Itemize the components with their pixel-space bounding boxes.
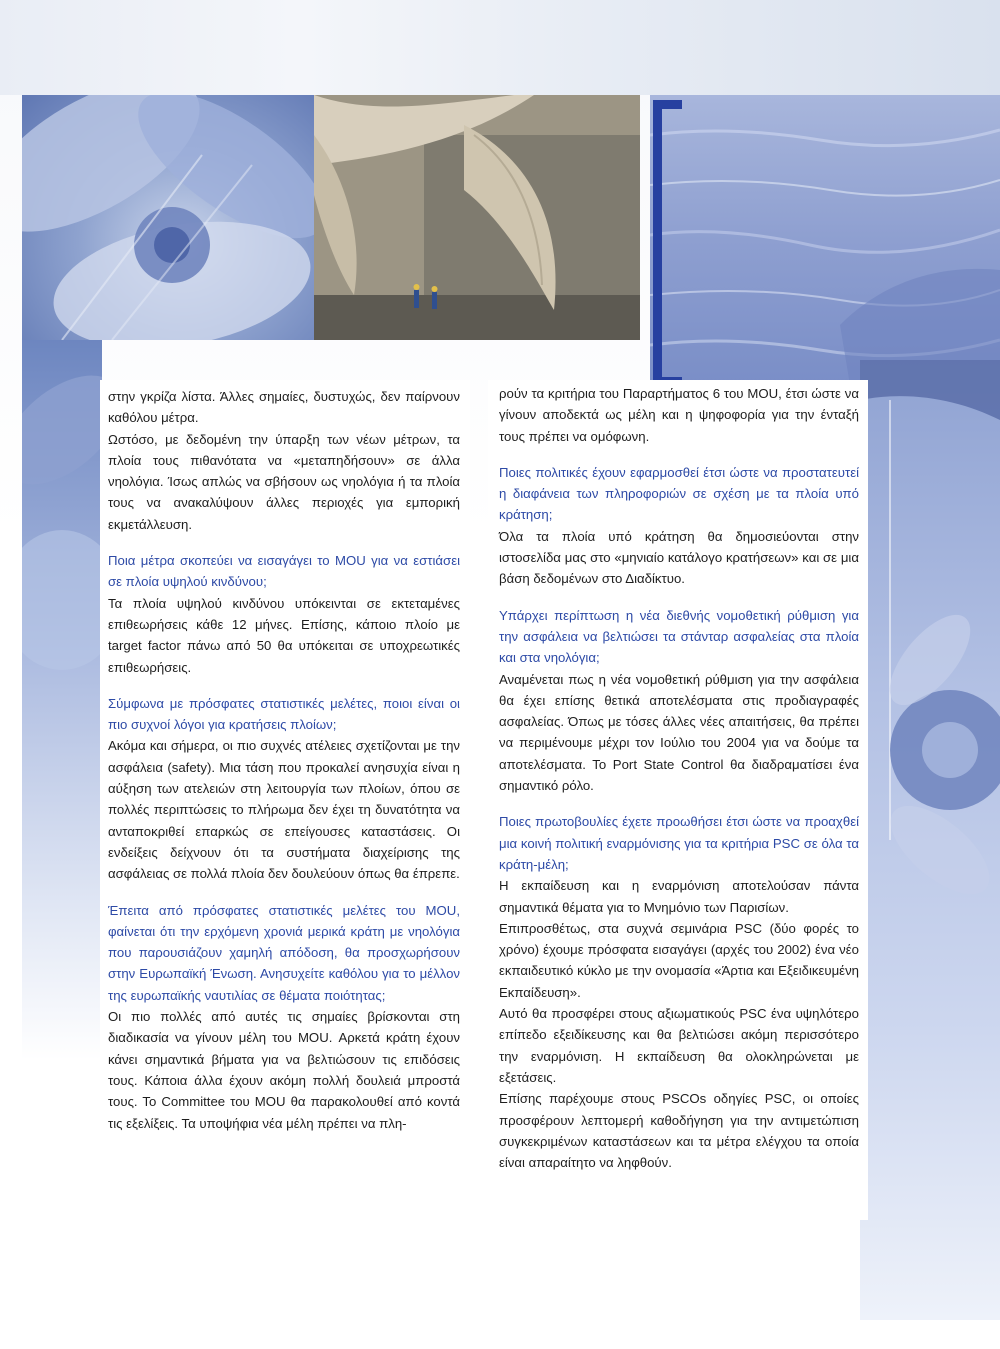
- water-texture-illustration: [650, 95, 1000, 385]
- propeller-photo-left: [22, 95, 314, 340]
- paragraph: στην γκρίζα λίστα. Άλλες σημαίες, δυστυχώς, δεν παίρνουν καθόλου μέτρα.: [108, 389, 460, 426]
- question-heading: Υπάρχει περίπτωση η νέα διεθνής νομοθετική ρύθμιση για την ασφάλεια να βελτιώσει τα στάνταρ ασφαλείας στα πλοία και στα νηολόγια;: [499, 607, 859, 666]
- question-heading: Σύμφωνα με πρόσφατες στατιστικές μελέτες, ποιοι είναι οι πιο συχνοί λόγοι για κρατήσεις πλοίων;: [108, 695, 460, 733]
- paragraph: Ωστόσο, με δεδομένη την ύπαρξη των νέων μέτρων, τα πλοία τους πιθανότατα να «μεταπηδήσουν» σε άλλα νηολόγια. Ίσως απλώς να σβήσουν ως νηολόγια ή τα πλοία τους να ανακαλύψουν άλλες περιοχές για εμπορική εκμετάλλευση.: [108, 431, 460, 532]
- blue-bracket-decoration: [653, 100, 682, 386]
- paragraph: ρούν τα κριτήρια του Παραρτήματος 6 του MOU, έτσι ώστε να γίνουν αποδεκτά ως μέλη και η ψηφοφορία για την ένταξή τους πρέπει να ομόφωνη.: [499, 386, 859, 444]
- answer-paragraph: Ακόμα και σήμερα, οι πιο συχνές ατέλειες σχετίζονται με την ασφάλεια (safety). Μια τάση που προκαλεί ανησυχία είναι η αύξηση των ατελειών στη λειτουργία των πλοίων, όπου σε πολλές περιπτώσεις το πλήρωμα δεν έχει τη δυνατότητα να ανταποκριθεί επαρκώς σε επείγουσες καταστάσεις. Οι ενδείξεις δείχνουν ότι τα συστήματα διαχείρισης της ασφάλειας σε πολλά πλοία δεν δουλεύουν όπως θα έπρεπε.: [108, 738, 460, 882]
- answer-paragraph: Αναμένεται πως η νέα νομοθετική ρύθμιση για την ασφάλεια θα έχει επίσης θετικά αποτελέσματα στις προδιαγραφές ασφαλείας. Όπως με τόσες άλλες νέες απαιτήσεις, θα πρέπει να περιμένουμε μέχρι τον Ιούλιο του 2004 για να δούμε τα αποτελέσματα. Το Port State Control θα διαδραματίσει ένα σημαντικό ρόλο.: [499, 671, 859, 794]
- sea-water-photo: [650, 95, 1000, 385]
- propeller-blades-illustration: [22, 95, 314, 340]
- question-heading: Ποια μέτρα σκοπεύει να εισαγάγει το MOU για να εστιάσει σε πλοία υψηλού κινδύνου;: [108, 553, 460, 590]
- answer-paragraph: Οι πιο πολλές από αυτές τις σημαίες βρίσκονται στη διαδικασία να γίνουν μέλη του MOU. Αρκετά κράτη έχουν κάνει σημαντικά βήματα για να βελτιώσουν τις επιδόσεις τους. Κάποια άλλα έχουν ακόμη πολλή δουλειά μπροστά τους. Το Committee του MOU θα παρακολουθεί από κοντά τις εξελίξεις. Τα υποψήφια νέα μέλη πρέπει να πλη-: [108, 1009, 460, 1131]
- question-heading: Ποιες πολιτικές έχουν εφαρμοσθεί έτσι ώστε να προστατευτεί η διαφάνεια των πληροφοριών σε σχέση με τα πλοία υπό κράτηση;: [499, 464, 859, 523]
- answer-paragraph: Επιπροσθέτως, στα συχνά σεμινάρια PSC (δύο φορές το χρόνο) έχουμε πρόσφατα εισαγάγει (αρχές του 2002) ένα νέο εκπαιδευτικό κύκλο με την ονομασία «Άρτια και Εξειδικευμένη Εκπαίδευση».: [499, 920, 859, 1000]
- answer-paragraph: Όλα τα πλοία υπό κράτηση θα δημοσιεύονται στην ιστοσελίδα μας στο «μηνιαίο κατάλογο κρατήσεων» και σε μια βάση δεδομένων στο Διαδίκτυο.: [499, 528, 859, 587]
- right-text-column: [499, 383, 859, 1173]
- top-decorative-strip: [0, 0, 1000, 95]
- ship-hull-propeller-illustration: [860, 360, 1000, 1320]
- answer-paragraph: Η εκπαίδευση και η εναρμόνιση αποτελούσαν πάντα σημαντικά θέματα για το Μνημόνιο των Παρισίων.: [499, 878, 859, 915]
- drydock-scene-illustration: [314, 95, 640, 340]
- question-heading: Έπειτα από πρόσφατες στατιστικές μελέτες του MOU, φαίνεται ότι την ερχόμενη χρονιά μερικά κράτη με νηολόγια που παρουσιάζουν χαμηλή απόδοση, θα προσχωρήσουν στην Ευρωπαϊκή Ένωση. Ανησυχείτε καθόλου για το μέλλον της ευρωπαϊκής ναυτιλίας σε θέματα ποιότητας;: [108, 902, 460, 1003]
- propeller-photo-right-lower: [860, 360, 1000, 1320]
- propeller-photo-left-lower: [22, 340, 102, 1060]
- answer-paragraph: Αυτό θα προσφέρει στους αξιωματικούς PSC ένα υψηλότερο επίπεδο εξειδίκευσης και θα βελτιώσει ακόμη περισσότερο την εναρμόνιση. Η εκπαίδευση θα ολοκληρώνεται με εξετάσεις.: [499, 1006, 859, 1085]
- answer-paragraph: Τα πλοία υψηλού κινδύνου υπόκεινται σε εκτεταμένες επιθεωρήσεις κάθε 12 μήνες. Επίσης, κάποιο πλοίο με target factor πάνω από 50 θα υπόκειται σε υποχρεωτικές επιθεωρήσεις.: [108, 595, 460, 675]
- answer-paragraph: Επίσης παρέχουμε στους PSCOs οδηγίες PSC, οι οποίες προσφέρουν λεπτομερή καθοδήγηση για την αντιμετώπιση συγκεκριμένων καταστάσεων και τα μέτρα ελέγχου τα οποία είναι απαραίτητο να ληφθούν.: [499, 1091, 859, 1171]
- question-heading: Ποιες πρωτοβουλίες έχετε προωθήσει έτσι ώστε να προαχθεί μια κοινή πολιτική εναρμόνισης για τα κριτήρια PSC σε όλα τα κράτη-μέλη;: [499, 814, 859, 872]
- propeller-drydock-photo: [314, 95, 640, 340]
- propeller-blade-illustration: [22, 340, 102, 1060]
- left-text-column: [108, 386, 460, 1149]
